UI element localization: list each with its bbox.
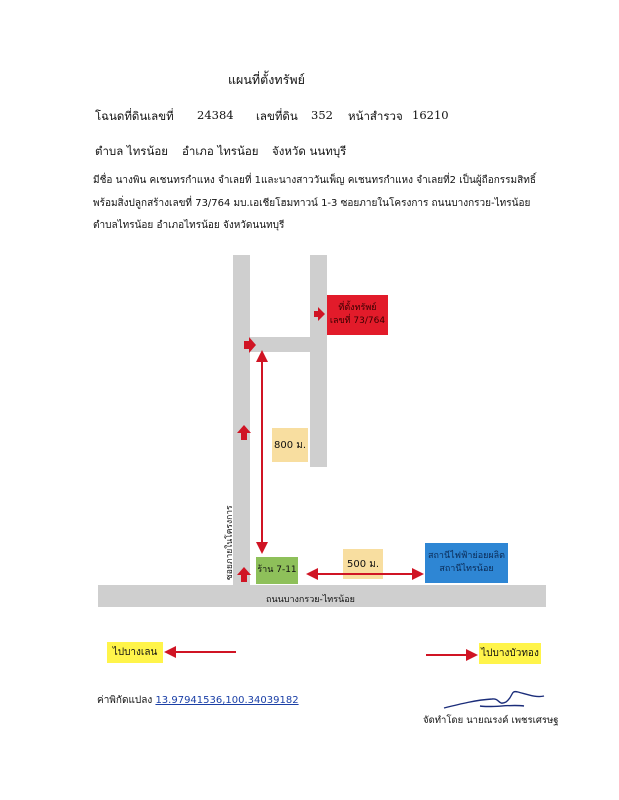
- owner-paragraph-line-1: มีชื่อ นางพิน คเชนทรกำแหง จำเลยที่ 1และนางสาววันเพ็ญ คเชนทรกำแหง จำเลยที่2 เป็นผู้ถือกรรมสิทธิ์: [93, 175, 536, 186]
- province: จังหวัด นนทบุรี: [272, 144, 347, 158]
- district: อำเภอ ไทรน้อย: [182, 144, 259, 158]
- prepared-by: จัดทำโดย นายณรงค์ เพชรเศรษฐ: [423, 715, 559, 726]
- page-number: 16210: [412, 108, 449, 122]
- page-label: หน้าสำรวจ: [348, 109, 403, 123]
- coordinates-label: ค่าพิกัดแปลง: [97, 695, 153, 706]
- owner-paragraph-line-3: ตำบลไทรน้อย อำเภอไทรน้อย จังหวัดนนทบุรี: [93, 220, 285, 231]
- arrow-up-icon: [237, 425, 251, 440]
- direction-right-label: ไปบางบัวทอง: [479, 643, 541, 664]
- station-line-1: สถานีไฟฟ้าย่อยผลิต: [427, 551, 506, 561]
- property-label: ที่ตั้งทรัพย์: [338, 303, 377, 313]
- signature-icon: [440, 686, 550, 716]
- direction-left-label: ไปบางเลน: [107, 642, 163, 663]
- coordinates-link[interactable]: 13.97941536,100.34039182: [155, 695, 299, 706]
- page-title: แผนที่ตั้งทรัพย์: [228, 72, 305, 87]
- arrow-right-icon: [314, 307, 325, 321]
- arrow-right-icon: [244, 337, 256, 353]
- coordinates: [97, 693, 299, 708]
- inner-road-label: ซอยภายในโครงการ: [225, 505, 235, 580]
- store-marker: ร้าน 7-11: [256, 557, 298, 584]
- deed-label: โฉนดที่ดินเลขที่: [95, 109, 174, 123]
- subdistrict: ตำบล ไทรน้อย: [95, 144, 168, 158]
- distance-500-label: 500 ม.: [343, 549, 383, 579]
- land-number: 352: [311, 108, 333, 122]
- deed-number: 24384: [197, 108, 234, 122]
- owner-paragraph-line-2: พร้อมสิ่งปลูกสร้างเลขที่ 73/764 มบ.เอเชียโฮมทาวน์ 1-3 ซอยภายในโครงการ ถนนบางกรวย-ไทรน้อย: [93, 198, 531, 209]
- property-number: เลขที่ 73/764: [329, 316, 386, 326]
- main-road-label: ถนนบางกรวย-ไทรน้อย: [266, 595, 355, 605]
- land-label: เลขที่ดิน: [256, 109, 298, 123]
- station-line-2: สถานีไทรน้อย: [439, 564, 494, 574]
- arrow-up-icon: [237, 567, 251, 582]
- distance-800-label: 800 ม.: [272, 428, 308, 462]
